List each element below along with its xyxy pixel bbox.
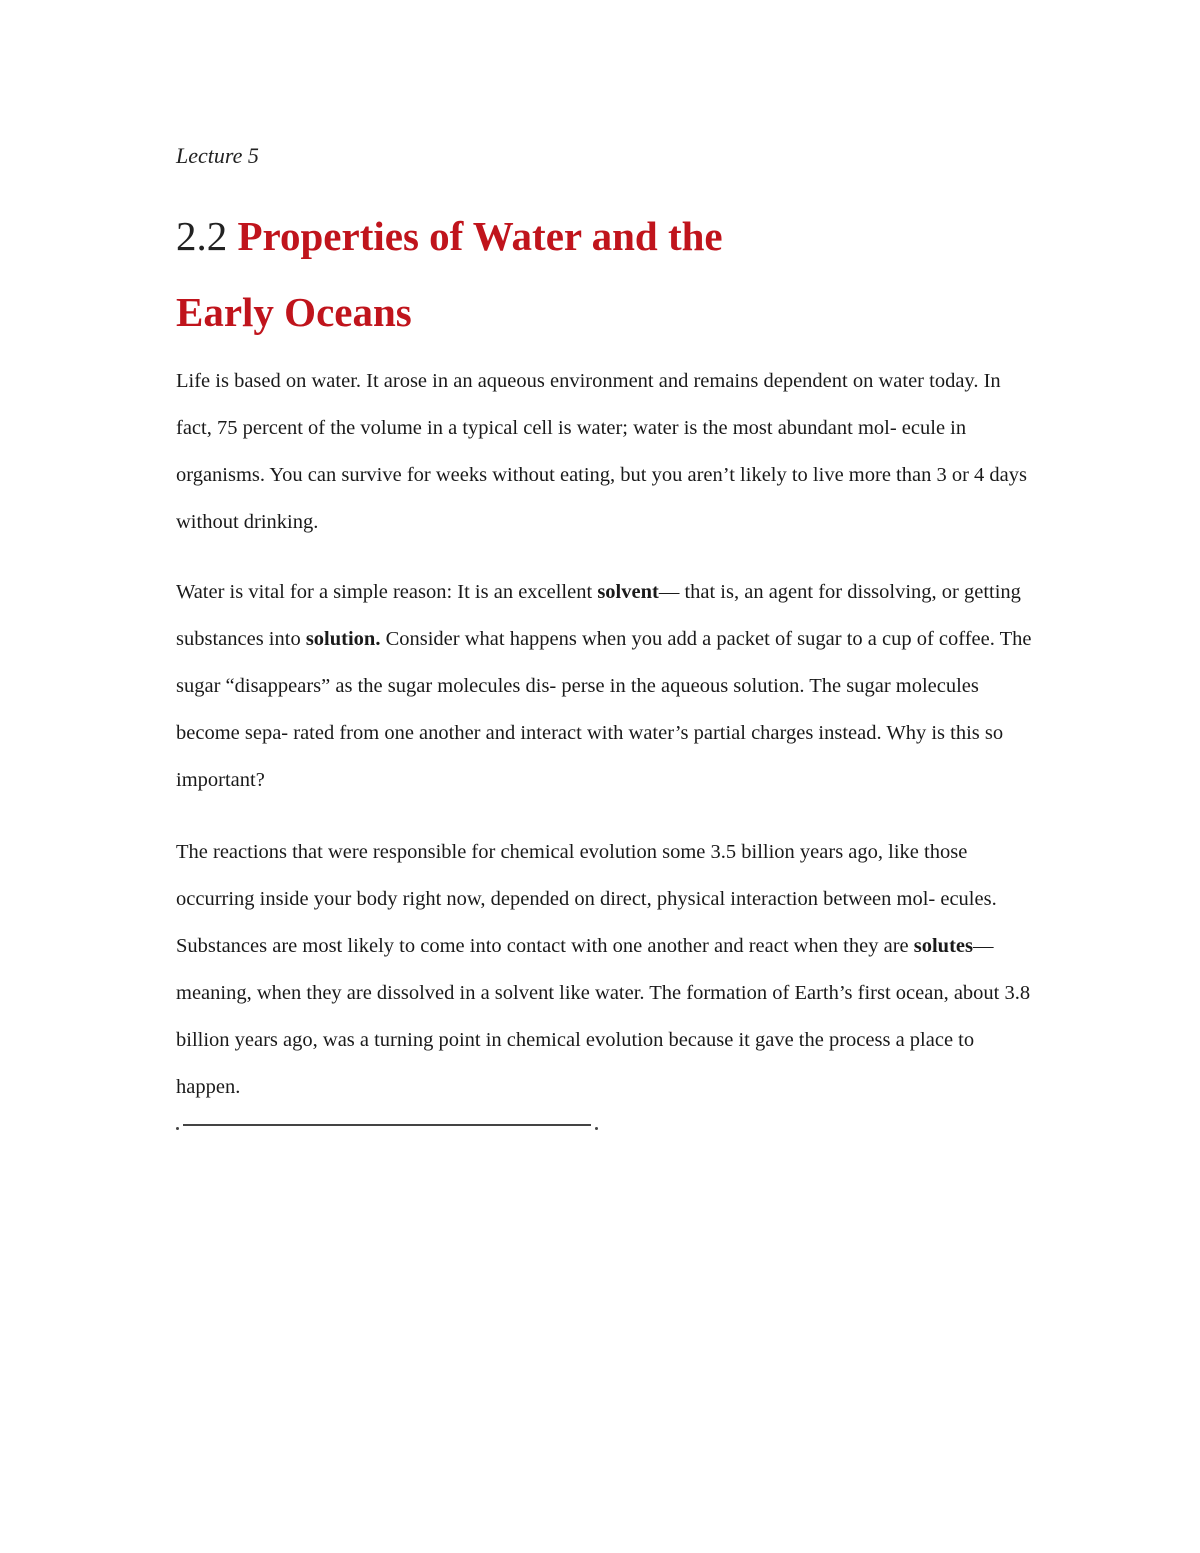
- paragraph-2: [176, 569, 1036, 804]
- section-title-line-2: Early Oceans: [176, 289, 412, 335]
- paragraph-2-text: [176, 569, 1036, 804]
- paragraph-2-part-3: Consider what happens when you add a packet of sugar to a cup of coffee. The sugar “disappears” as the sugar molecules dis- perse in the aqueous solution. The sugar molecules become sepa- rated from one another and interact with water’s partial charges instead. Why is this so important?: [176, 628, 1032, 791]
- separator-dot-right: [595, 1127, 598, 1130]
- paragraph-1-text: Life is based on water. It arose in an aqueous environment and remains dependent on water today. In fact, 75 percent of the volume in a typical cell is water; water is the most abundant mol- ecule in organisms. You can survive for weeks without eating, but you aren’t likely to live more than 3 or 4 days without drinking.: [176, 370, 1027, 533]
- separator-line: [183, 1124, 591, 1126]
- paragraph-3-part-1: The reactions that were responsible for chemical evolution some 3.5 billion years ago, like those occurring inside your body right now, depended on direct, physical interaction between mol- ecules. Substances are most likely to come into contact with one another and react when they are: [176, 841, 997, 957]
- section-number: 2.2: [176, 213, 228, 259]
- separator-rule: [176, 1118, 606, 1132]
- paragraph-2-part-1: Water is vital for a simple reason: It is an excellent: [176, 581, 598, 603]
- separator-dot-left: [176, 1127, 179, 1130]
- paragraph-1: [176, 358, 1036, 546]
- term-solution: solution.: [305, 628, 381, 650]
- term-solvent: solvent: [597, 581, 659, 603]
- section-title: [176, 198, 723, 350]
- paragraph-2-part-2: — that is, an agent for dissolving, or getting substances into: [176, 581, 1021, 650]
- lecture-label: Lecture 5: [176, 143, 259, 168]
- paragraph-3: [176, 829, 1036, 1111]
- term-solutes: solutes: [913, 935, 973, 957]
- paragraph-3-text: [176, 829, 1036, 1111]
- section-title-line-1: Properties of Water and the: [237, 213, 723, 259]
- paragraph-3-part-2: —meaning, when they are dissolved in a solvent like water. The formation of Earth’s first ocean, about 3.8 billion years ago, was a turning point in chemical evolution because it gave the process a place to happen.: [176, 935, 1031, 1098]
